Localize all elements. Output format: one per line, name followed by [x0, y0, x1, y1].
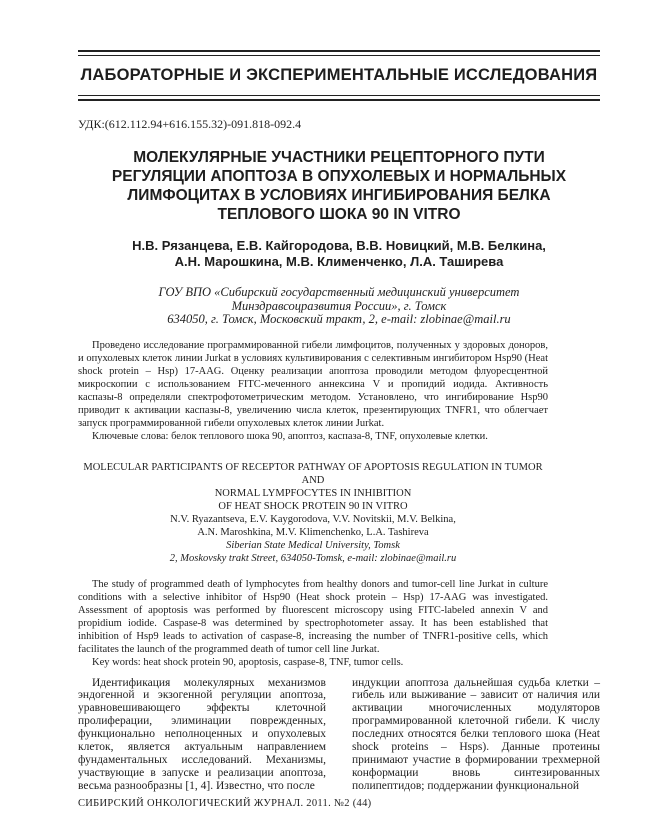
authors-line: Н.В. Рязанцева, Е.В. Кайгородова, В.В. Новицкий, М.В. Белкина,	[132, 238, 546, 253]
body-text-left: Идентификация молекулярных механизмов эндогенной и экзогенной регуляции апоптоза, уравновешивающего эффекты клеточной пролиферации, элиминации поврежденных, функционально неполноценных и опухолевых клеток, является актуальным направлением фундаментальных исследований. Механизмы, участвующие в запуске и реализации апоптоза, весьма разнообразны [1, 4]. Известно, что после	[78, 676, 326, 792]
article-title-line: ТЕПЛОВОГО ШОКА 90 IN VITRO	[217, 206, 461, 223]
article-title-ru	[78, 148, 600, 224]
affiliation-ru	[78, 286, 600, 327]
affiliation-line: 634050, г. Томск, Московский тракт, 2, e-mail: zlobinae@mail.ru	[167, 312, 511, 326]
body-column-left	[78, 677, 326, 793]
article-title-en-line: MOLECULAR PARTICIPANTS OF RECEPTOR PATHWAY OF APOPTOSIS REGULATION IN TUMOR AND	[83, 461, 543, 486]
article-title-line: МОЛЕКУЛЯРНЫЕ УЧАСТНИКИ РЕЦЕПТОРНОГО ПУТИ	[133, 149, 545, 166]
article-title-line: ЛИМФОЦИТАХ В УСЛОВИЯХ ИНГИБИРОВАНИЯ БЕЛКА	[127, 187, 551, 204]
section-header-title: ЛАБОРАТОРНЫЕ И ЭКСПЕРИМЕНТАЛЬНЫЕ ИССЛЕДОВАНИЯ	[80, 66, 598, 84]
section-header	[78, 50, 600, 101]
abstract-en-keywords: Key words: heat shock protein 90, apoptosis, caspase-8, TNF, tumor cells.	[92, 656, 404, 668]
abstract-en	[78, 578, 548, 669]
abstract-en-text: The study of programmed death of lymphocytes from healthy donors and tumor-cell line Jurkat in culture conditions with a selective inhibitor of Hsp90 (Heat shock protein – Hsp) 17-AAG was investigated. Assessment of apoptosis was performed by fluorescent microscopy using FITC-labeled annexin V and propidium iodide. Caspase-8 was determined by spectrophotometer assay. It has been established that inhibition of Hsp9 leads to activation of caspase-8, increasing the number of TNFR1-positive cells, which facilitates the launch of the programmed death of tumor cell line Jurkat.	[78, 578, 548, 655]
double-rule-top	[78, 50, 600, 56]
authors-line: А.Н. Марошкина, М.В. Клименченко, Л.А. Таширева	[174, 254, 504, 269]
abstract-ru-text: Проведено исследование программированной гибели лимфоцитов, полученных у здоровых доноров, и опухолевых клеток линии Jurkat в условиях культивирования с селективным ингибитором Hsp90 (Heat shock protein – Hsp) 17-AAG. Оценку реализации апоптоза проводили методом флуоресцентной микроскопии с использованием FITC-меченного аннексина V и пропидий иодида. Активность каспазы-8 определяли спектрофотометрическим методом. Установлено, что ингибирование Hsp90 приводит к активации каспазы-8, увеличению числа клеток, презентирующих TNFR1, что облегчает запуск программированной гибели опухолевых клеток линии Jurkat.	[78, 339, 548, 429]
double-rule-bottom	[78, 95, 600, 101]
affiliation-line: ГОУ ВПО «Сибирский государственный медицинский университет	[158, 285, 520, 299]
english-heading-block	[78, 461, 548, 565]
udc-number: УДК:(612.112.94+616.155.32)-091.818-092.4	[78, 117, 302, 131]
abstract-ru	[78, 339, 548, 443]
article-title-en-line: NORMAL LYMPFOCYTES IN INHIBITION	[214, 487, 412, 499]
affiliation-line: Минздравсоцразвития России», г. Томск	[231, 298, 447, 313]
authors-en-line: N.V. Ryazantseva, E.V. Kaygorodova, V.V. Novitskii, M.V. Belkina,	[170, 513, 456, 525]
affiliation-en-line: 2, Moskovsky trakt Street, 634050-Tomsk, e-mail: zlobinae@mail.ru	[169, 552, 457, 564]
abstract-ru-keywords: Ключевые слова: белок теплового шока 90, апоптоз, каспаза-8, TNF, опухолевые клетки.	[92, 430, 488, 442]
authors-en-line: A.N. Maroshkina, M.V. Klimenchenko, L.A. Tashireva	[197, 526, 429, 538]
authors-ru	[78, 238, 600, 270]
body-text-right: индукции апоптоза дальнейшая судьба клетки – гибель или выживание – зависит от наличия или активации многочисленных модуляторов программированной клеточной гибели. К числу последних относятся белки теплового шока (Heat shock proteins – Hsps). Данные протеины принимают участие в формировании трехмерной конформации вновь синтезированных полипептидов; поддержании функциональной	[352, 676, 600, 792]
article-title-line: РЕГУЛЯЦИИ АПОПТОЗА В ОПУХОЛЕВЫХ И НОРМАЛЬНЫХ	[111, 168, 567, 185]
body-column-right	[352, 677, 600, 793]
body-columns	[78, 677, 600, 793]
article-title-en-line: OF HEAT SHOCK PROTEIN 90 IN VITRO	[218, 500, 408, 512]
affiliation-en-line: Siberian State Medical University, Tomsk	[226, 539, 400, 551]
journal-footer: СИБИРСКИЙ ОНКОЛОГИЧЕСКИЙ ЖУРНАЛ. 2011. №2 (44)	[78, 797, 372, 809]
